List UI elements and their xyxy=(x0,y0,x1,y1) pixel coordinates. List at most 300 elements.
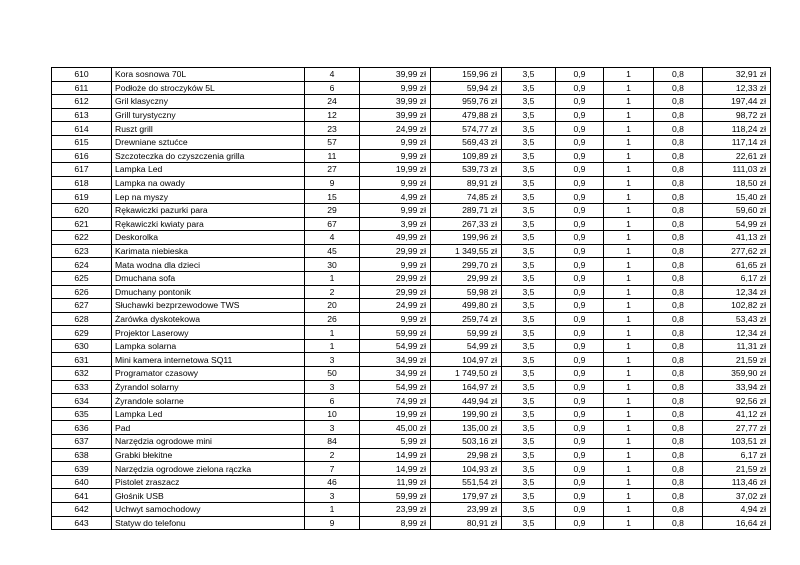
factor-a-cell[interactable]: 3,5 xyxy=(502,475,556,489)
factor-c-cell[interactable]: 1 xyxy=(604,163,654,177)
row-number-cell[interactable]: 610 xyxy=(52,68,112,82)
factor-b-cell[interactable]: 0,9 xyxy=(556,163,604,177)
unit-price-cell[interactable]: 59,99 zł xyxy=(360,326,431,340)
row-number-cell[interactable]: 620 xyxy=(52,203,112,217)
quantity-cell[interactable]: 23 xyxy=(305,122,360,136)
quantity-cell[interactable]: 1 xyxy=(305,271,360,285)
quantity-cell[interactable]: 1 xyxy=(305,326,360,340)
unit-price-cell[interactable]: 54,99 zł xyxy=(360,339,431,353)
total-price-cell[interactable]: 80,91 zł xyxy=(431,516,502,530)
factor-b-cell[interactable]: 0,9 xyxy=(556,149,604,163)
factor-b-cell[interactable]: 0,9 xyxy=(556,394,604,408)
factor-d-cell[interactable]: 0,8 xyxy=(654,149,703,163)
factor-d-cell[interactable]: 0,8 xyxy=(654,380,703,394)
quantity-cell[interactable]: 67 xyxy=(305,217,360,231)
quantity-cell[interactable]: 2 xyxy=(305,285,360,299)
unit-price-cell[interactable]: 59,99 zł xyxy=(360,489,431,503)
result-cell[interactable]: 41,13 zł xyxy=(703,231,771,245)
total-price-cell[interactable]: 135,00 zł xyxy=(431,421,502,435)
total-price-cell[interactable]: 449,94 zł xyxy=(431,394,502,408)
factor-c-cell[interactable]: 1 xyxy=(604,299,654,313)
factor-d-cell[interactable]: 0,8 xyxy=(654,448,703,462)
unit-price-cell[interactable]: 9,99 zł xyxy=(360,258,431,272)
factor-a-cell[interactable]: 3,5 xyxy=(502,407,556,421)
product-name-cell[interactable]: Pistolet zraszacz xyxy=(112,475,305,489)
factor-c-cell[interactable]: 1 xyxy=(604,503,654,517)
quantity-cell[interactable]: 29 xyxy=(305,203,360,217)
row-number-cell[interactable]: 641 xyxy=(52,489,112,503)
result-cell[interactable]: 197,44 zł xyxy=(703,95,771,109)
factor-d-cell[interactable]: 0,8 xyxy=(654,475,703,489)
factor-d-cell[interactable]: 0,8 xyxy=(654,407,703,421)
row-number-cell[interactable]: 636 xyxy=(52,421,112,435)
factor-a-cell[interactable]: 3,5 xyxy=(502,95,556,109)
factor-d-cell[interactable]: 0,8 xyxy=(654,353,703,367)
factor-d-cell[interactable]: 0,8 xyxy=(654,135,703,149)
quantity-cell[interactable]: 6 xyxy=(305,81,360,95)
factor-a-cell[interactable]: 3,5 xyxy=(502,271,556,285)
total-price-cell[interactable]: 1 349,55 zł xyxy=(431,244,502,258)
unit-price-cell[interactable]: 9,99 zł xyxy=(360,312,431,326)
factor-c-cell[interactable]: 1 xyxy=(604,217,654,231)
factor-a-cell[interactable]: 3,5 xyxy=(502,81,556,95)
total-price-cell[interactable]: 54,99 zł xyxy=(431,339,502,353)
unit-price-cell[interactable]: 39,99 zł xyxy=(360,68,431,82)
row-number-cell[interactable]: 613 xyxy=(52,108,112,122)
total-price-cell[interactable]: 23,99 zł xyxy=(431,503,502,517)
factor-d-cell[interactable]: 0,8 xyxy=(654,108,703,122)
quantity-cell[interactable]: 3 xyxy=(305,421,360,435)
result-cell[interactable]: 102,82 zł xyxy=(703,299,771,313)
unit-price-cell[interactable]: 9,99 zł xyxy=(360,176,431,190)
factor-b-cell[interactable]: 0,9 xyxy=(556,380,604,394)
row-number-cell[interactable]: 626 xyxy=(52,285,112,299)
total-price-cell[interactable]: 109,89 zł xyxy=(431,149,502,163)
row-number-cell[interactable]: 638 xyxy=(52,448,112,462)
total-price-cell[interactable]: 503,16 zł xyxy=(431,435,502,449)
factor-a-cell[interactable]: 3,5 xyxy=(502,503,556,517)
factor-d-cell[interactable]: 0,8 xyxy=(654,394,703,408)
factor-a-cell[interactable]: 3,5 xyxy=(502,258,556,272)
total-price-cell[interactable]: 59,99 zł xyxy=(431,326,502,340)
factor-b-cell[interactable]: 0,9 xyxy=(556,217,604,231)
row-number-cell[interactable]: 637 xyxy=(52,435,112,449)
unit-price-cell[interactable]: 9,99 zł xyxy=(360,135,431,149)
quantity-cell[interactable]: 50 xyxy=(305,367,360,381)
product-name-cell[interactable]: Gril klasyczny xyxy=(112,95,305,109)
quantity-cell[interactable]: 4 xyxy=(305,68,360,82)
factor-b-cell[interactable]: 0,9 xyxy=(556,475,604,489)
product-name-cell[interactable]: Głośnik USB xyxy=(112,489,305,503)
row-number-cell[interactable]: 630 xyxy=(52,339,112,353)
factor-c-cell[interactable]: 1 xyxy=(604,190,654,204)
row-number-cell[interactable]: 616 xyxy=(52,149,112,163)
product-name-cell[interactable]: Rękawiczki kwiaty para xyxy=(112,217,305,231)
factor-a-cell[interactable]: 3,5 xyxy=(502,203,556,217)
total-price-cell[interactable]: 104,97 zł xyxy=(431,353,502,367)
total-price-cell[interactable]: 59,98 zł xyxy=(431,285,502,299)
factor-a-cell[interactable]: 3,5 xyxy=(502,394,556,408)
factor-c-cell[interactable]: 1 xyxy=(604,326,654,340)
factor-c-cell[interactable]: 1 xyxy=(604,475,654,489)
factor-b-cell[interactable]: 0,9 xyxy=(556,448,604,462)
factor-d-cell[interactable]: 0,8 xyxy=(654,285,703,299)
result-cell[interactable]: 11,31 zł xyxy=(703,339,771,353)
product-name-cell[interactable]: Żyrandol solarny xyxy=(112,380,305,394)
factor-c-cell[interactable]: 1 xyxy=(604,81,654,95)
factor-b-cell[interactable]: 0,9 xyxy=(556,339,604,353)
total-price-cell[interactable]: 479,88 zł xyxy=(431,108,502,122)
factor-a-cell[interactable]: 3,5 xyxy=(502,122,556,136)
product-name-cell[interactable]: Grabki błekitne xyxy=(112,448,305,462)
product-name-cell[interactable]: Karimata niebieska xyxy=(112,244,305,258)
unit-price-cell[interactable]: 54,99 zł xyxy=(360,380,431,394)
product-name-cell[interactable]: Pad xyxy=(112,421,305,435)
factor-a-cell[interactable]: 3,5 xyxy=(502,462,556,476)
quantity-cell[interactable]: 27 xyxy=(305,163,360,177)
quantity-cell[interactable]: 45 xyxy=(305,244,360,258)
factor-b-cell[interactable]: 0,9 xyxy=(556,95,604,109)
factor-a-cell[interactable]: 3,5 xyxy=(502,299,556,313)
factor-a-cell[interactable]: 3,5 xyxy=(502,68,556,82)
result-cell[interactable]: 6,17 zł xyxy=(703,448,771,462)
factor-b-cell[interactable]: 0,9 xyxy=(556,326,604,340)
product-name-cell[interactable]: Kora sosnowa 70L xyxy=(112,68,305,82)
row-number-cell[interactable]: 623 xyxy=(52,244,112,258)
unit-price-cell[interactable]: 23,99 zł xyxy=(360,503,431,517)
result-cell[interactable]: 12,34 zł xyxy=(703,326,771,340)
factor-d-cell[interactable]: 0,8 xyxy=(654,271,703,285)
total-price-cell[interactable]: 574,77 zł xyxy=(431,122,502,136)
row-number-cell[interactable]: 640 xyxy=(52,475,112,489)
product-name-cell[interactable]: Dmuchany pontonik xyxy=(112,285,305,299)
result-cell[interactable]: 53,43 zł xyxy=(703,312,771,326)
factor-d-cell[interactable]: 0,8 xyxy=(654,326,703,340)
factor-d-cell[interactable]: 0,8 xyxy=(654,339,703,353)
result-cell[interactable]: 32,91 zł xyxy=(703,68,771,82)
quantity-cell[interactable]: 20 xyxy=(305,299,360,313)
unit-price-cell[interactable]: 29,99 zł xyxy=(360,244,431,258)
factor-a-cell[interactable]: 3,5 xyxy=(502,108,556,122)
row-number-cell[interactable]: 618 xyxy=(52,176,112,190)
factor-b-cell[interactable]: 0,9 xyxy=(556,68,604,82)
quantity-cell[interactable]: 7 xyxy=(305,462,360,476)
factor-b-cell[interactable]: 0,9 xyxy=(556,435,604,449)
unit-price-cell[interactable]: 5,99 zł xyxy=(360,435,431,449)
quantity-cell[interactable]: 84 xyxy=(305,435,360,449)
unit-price-cell[interactable]: 9,99 zł xyxy=(360,81,431,95)
factor-d-cell[interactable]: 0,8 xyxy=(654,190,703,204)
factor-b-cell[interactable]: 0,9 xyxy=(556,353,604,367)
factor-c-cell[interactable]: 1 xyxy=(604,122,654,136)
factor-b-cell[interactable]: 0,9 xyxy=(556,231,604,245)
factor-c-cell[interactable]: 1 xyxy=(604,394,654,408)
factor-a-cell[interactable]: 3,5 xyxy=(502,231,556,245)
factor-a-cell[interactable]: 3,5 xyxy=(502,149,556,163)
factor-d-cell[interactable]: 0,8 xyxy=(654,421,703,435)
factor-d-cell[interactable]: 0,8 xyxy=(654,312,703,326)
result-cell[interactable]: 15,40 zł xyxy=(703,190,771,204)
result-cell[interactable]: 33,94 zł xyxy=(703,380,771,394)
total-price-cell[interactable]: 29,98 zł xyxy=(431,448,502,462)
factor-a-cell[interactable]: 3,5 xyxy=(502,339,556,353)
product-name-cell[interactable]: Lep na myszy xyxy=(112,190,305,204)
quantity-cell[interactable]: 11 xyxy=(305,149,360,163)
total-price-cell[interactable]: 199,96 zł xyxy=(431,231,502,245)
row-number-cell[interactable]: 633 xyxy=(52,380,112,394)
factor-d-cell[interactable]: 0,8 xyxy=(654,244,703,258)
factor-b-cell[interactable]: 0,9 xyxy=(556,367,604,381)
factor-a-cell[interactable]: 3,5 xyxy=(502,326,556,340)
quantity-cell[interactable]: 46 xyxy=(305,475,360,489)
product-name-cell[interactable]: Ruszt grill xyxy=(112,122,305,136)
factor-c-cell[interactable]: 1 xyxy=(604,271,654,285)
product-name-cell[interactable]: Programator czasowy xyxy=(112,367,305,381)
factor-d-cell[interactable]: 0,8 xyxy=(654,231,703,245)
total-price-cell[interactable]: 29,99 zł xyxy=(431,271,502,285)
total-price-cell[interactable]: 551,54 zł xyxy=(431,475,502,489)
factor-a-cell[interactable]: 3,5 xyxy=(502,435,556,449)
factor-c-cell[interactable]: 1 xyxy=(604,285,654,299)
row-number-cell[interactable]: 631 xyxy=(52,353,112,367)
factor-d-cell[interactable]: 0,8 xyxy=(654,122,703,136)
factor-b-cell[interactable]: 0,9 xyxy=(556,285,604,299)
unit-price-cell[interactable]: 9,99 zł xyxy=(360,149,431,163)
factor-b-cell[interactable]: 0,9 xyxy=(556,421,604,435)
factor-a-cell[interactable]: 3,5 xyxy=(502,353,556,367)
quantity-cell[interactable]: 57 xyxy=(305,135,360,149)
factor-d-cell[interactable]: 0,8 xyxy=(654,203,703,217)
row-number-cell[interactable]: 621 xyxy=(52,217,112,231)
factor-b-cell[interactable]: 0,9 xyxy=(556,516,604,530)
factor-b-cell[interactable]: 0,9 xyxy=(556,176,604,190)
factor-c-cell[interactable]: 1 xyxy=(604,244,654,258)
factor-c-cell[interactable]: 1 xyxy=(604,407,654,421)
product-name-cell[interactable]: Uchwyt samochodowy xyxy=(112,503,305,517)
total-price-cell[interactable]: 1 749,50 zł xyxy=(431,367,502,381)
factor-c-cell[interactable]: 1 xyxy=(604,203,654,217)
factor-a-cell[interactable]: 3,5 xyxy=(502,367,556,381)
factor-d-cell[interactable]: 0,8 xyxy=(654,435,703,449)
factor-b-cell[interactable]: 0,9 xyxy=(556,271,604,285)
product-name-cell[interactable]: Drewniane sztućce xyxy=(112,135,305,149)
product-name-cell[interactable]: Rękawiczki pazurki para xyxy=(112,203,305,217)
product-name-cell[interactable]: Narzędzia ogrodowe zielona rączka xyxy=(112,462,305,476)
total-price-cell[interactable]: 59,94 zł xyxy=(431,81,502,95)
row-number-cell[interactable]: 614 xyxy=(52,122,112,136)
factor-c-cell[interactable]: 1 xyxy=(604,353,654,367)
factor-b-cell[interactable]: 0,9 xyxy=(556,312,604,326)
result-cell[interactable]: 117,14 zł xyxy=(703,135,771,149)
factor-a-cell[interactable]: 3,5 xyxy=(502,244,556,258)
factor-b-cell[interactable]: 0,9 xyxy=(556,503,604,517)
factor-c-cell[interactable]: 1 xyxy=(604,421,654,435)
result-cell[interactable]: 54,99 zł xyxy=(703,217,771,231)
factor-b-cell[interactable]: 0,9 xyxy=(556,489,604,503)
total-price-cell[interactable]: 267,33 zł xyxy=(431,217,502,231)
quantity-cell[interactable]: 4 xyxy=(305,231,360,245)
result-cell[interactable]: 359,90 zł xyxy=(703,367,771,381)
factor-b-cell[interactable]: 0,9 xyxy=(556,135,604,149)
factor-c-cell[interactable]: 1 xyxy=(604,95,654,109)
unit-price-cell[interactable]: 34,99 zł xyxy=(360,353,431,367)
total-price-cell[interactable]: 569,43 zł xyxy=(431,135,502,149)
quantity-cell[interactable]: 15 xyxy=(305,190,360,204)
total-price-cell[interactable]: 74,85 zł xyxy=(431,190,502,204)
factor-c-cell[interactable]: 1 xyxy=(604,462,654,476)
product-name-cell[interactable]: Statyw do telefonu xyxy=(112,516,305,530)
result-cell[interactable]: 41,12 zł xyxy=(703,407,771,421)
factor-c-cell[interactable]: 1 xyxy=(604,489,654,503)
factor-a-cell[interactable]: 3,5 xyxy=(502,163,556,177)
factor-d-cell[interactable]: 0,8 xyxy=(654,503,703,517)
unit-price-cell[interactable]: 8,99 zł xyxy=(360,516,431,530)
result-cell[interactable]: 113,46 zł xyxy=(703,475,771,489)
factor-b-cell[interactable]: 0,9 xyxy=(556,462,604,476)
row-number-cell[interactable]: 639 xyxy=(52,462,112,476)
product-name-cell[interactable]: Słuchawki bezprzewodowe TWS xyxy=(112,299,305,313)
product-name-cell[interactable]: Mata wodna dla dzieci xyxy=(112,258,305,272)
row-number-cell[interactable]: 615 xyxy=(52,135,112,149)
result-cell[interactable]: 27,77 zł xyxy=(703,421,771,435)
unit-price-cell[interactable]: 29,99 zł xyxy=(360,285,431,299)
row-number-cell[interactable]: 611 xyxy=(52,81,112,95)
unit-price-cell[interactable]: 4,99 zł xyxy=(360,190,431,204)
row-number-cell[interactable]: 624 xyxy=(52,258,112,272)
unit-price-cell[interactable]: 9,99 zł xyxy=(360,203,431,217)
factor-d-cell[interactable]: 0,8 xyxy=(654,81,703,95)
factor-a-cell[interactable]: 3,5 xyxy=(502,312,556,326)
factor-d-cell[interactable]: 0,8 xyxy=(654,516,703,530)
result-cell[interactable]: 18,50 zł xyxy=(703,176,771,190)
quantity-cell[interactable]: 6 xyxy=(305,394,360,408)
factor-d-cell[interactable]: 0,8 xyxy=(654,367,703,381)
product-name-cell[interactable]: Grill turystyczny xyxy=(112,108,305,122)
factor-c-cell[interactable]: 1 xyxy=(604,435,654,449)
product-name-cell[interactable]: Szczoteczka do czyszczenia grilla xyxy=(112,149,305,163)
row-number-cell[interactable]: 643 xyxy=(52,516,112,530)
product-name-cell[interactable]: Lampka Led xyxy=(112,407,305,421)
unit-price-cell[interactable]: 39,99 zł xyxy=(360,108,431,122)
quantity-cell[interactable]: 2 xyxy=(305,448,360,462)
row-number-cell[interactable]: 612 xyxy=(52,95,112,109)
product-name-cell[interactable]: Lampka Led xyxy=(112,163,305,177)
row-number-cell[interactable]: 635 xyxy=(52,407,112,421)
total-price-cell[interactable]: 89,91 zł xyxy=(431,176,502,190)
row-number-cell[interactable]: 619 xyxy=(52,190,112,204)
product-name-cell[interactable]: Deskorolka xyxy=(112,231,305,245)
factor-d-cell[interactable]: 0,8 xyxy=(654,258,703,272)
result-cell[interactable]: 111,03 zł xyxy=(703,163,771,177)
row-number-cell[interactable]: 634 xyxy=(52,394,112,408)
total-price-cell[interactable]: 199,90 zł xyxy=(431,407,502,421)
row-number-cell[interactable]: 632 xyxy=(52,367,112,381)
factor-d-cell[interactable]: 0,8 xyxy=(654,95,703,109)
factor-c-cell[interactable]: 1 xyxy=(604,231,654,245)
factor-a-cell[interactable]: 3,5 xyxy=(502,421,556,435)
result-cell[interactable]: 59,60 zł xyxy=(703,203,771,217)
total-price-cell[interactable]: 289,71 zł xyxy=(431,203,502,217)
result-cell[interactable]: 16,64 zł xyxy=(703,516,771,530)
factor-c-cell[interactable]: 1 xyxy=(604,258,654,272)
unit-price-cell[interactable]: 74,99 zł xyxy=(360,394,431,408)
quantity-cell[interactable]: 3 xyxy=(305,489,360,503)
factor-b-cell[interactable]: 0,9 xyxy=(556,122,604,136)
unit-price-cell[interactable]: 14,99 zł xyxy=(360,462,431,476)
unit-price-cell[interactable]: 3,99 zł xyxy=(360,217,431,231)
total-price-cell[interactable]: 539,73 zł xyxy=(431,163,502,177)
unit-price-cell[interactable]: 24,99 zł xyxy=(360,122,431,136)
factor-c-cell[interactable]: 1 xyxy=(604,176,654,190)
unit-price-cell[interactable]: 34,99 zł xyxy=(360,367,431,381)
result-cell[interactable]: 6,17 zł xyxy=(703,271,771,285)
product-name-cell[interactable]: Podłoże do stroczyków 5L xyxy=(112,81,305,95)
factor-c-cell[interactable]: 1 xyxy=(604,149,654,163)
quantity-cell[interactable]: 1 xyxy=(305,339,360,353)
factor-c-cell[interactable]: 1 xyxy=(604,516,654,530)
unit-price-cell[interactable]: 49,99 zł xyxy=(360,231,431,245)
quantity-cell[interactable]: 26 xyxy=(305,312,360,326)
result-cell[interactable]: 12,34 zł xyxy=(703,285,771,299)
total-price-cell[interactable]: 259,74 zł xyxy=(431,312,502,326)
result-cell[interactable]: 92,56 zł xyxy=(703,394,771,408)
factor-a-cell[interactable]: 3,5 xyxy=(502,380,556,394)
factor-a-cell[interactable]: 3,5 xyxy=(502,448,556,462)
result-cell[interactable]: 277,62 zł xyxy=(703,244,771,258)
total-price-cell[interactable]: 164,97 zł xyxy=(431,380,502,394)
factor-a-cell[interactable]: 3,5 xyxy=(502,516,556,530)
factor-a-cell[interactable]: 3,5 xyxy=(502,176,556,190)
factor-a-cell[interactable]: 3,5 xyxy=(502,217,556,231)
product-name-cell[interactable]: Żarówka dyskotekowa xyxy=(112,312,305,326)
row-number-cell[interactable]: 629 xyxy=(52,326,112,340)
unit-price-cell[interactable]: 11,99 zł xyxy=(360,475,431,489)
result-cell[interactable]: 22,61 zł xyxy=(703,149,771,163)
result-cell[interactable]: 21,59 zł xyxy=(703,353,771,367)
result-cell[interactable]: 61,65 zł xyxy=(703,258,771,272)
factor-c-cell[interactable]: 1 xyxy=(604,448,654,462)
result-cell[interactable]: 118,24 zł xyxy=(703,122,771,136)
factor-c-cell[interactable]: 1 xyxy=(604,380,654,394)
row-number-cell[interactable]: 628 xyxy=(52,312,112,326)
result-cell[interactable]: 98,72 zł xyxy=(703,108,771,122)
result-cell[interactable]: 4,94 zł xyxy=(703,503,771,517)
factor-a-cell[interactable]: 3,5 xyxy=(502,285,556,299)
quantity-cell[interactable]: 12 xyxy=(305,108,360,122)
result-cell[interactable]: 12,33 zł xyxy=(703,81,771,95)
factor-d-cell[interactable]: 0,8 xyxy=(654,489,703,503)
unit-price-cell[interactable]: 19,99 zł xyxy=(360,163,431,177)
factor-d-cell[interactable]: 0,8 xyxy=(654,462,703,476)
factor-c-cell[interactable]: 1 xyxy=(604,68,654,82)
row-number-cell[interactable]: 627 xyxy=(52,299,112,313)
factor-b-cell[interactable]: 0,9 xyxy=(556,258,604,272)
quantity-cell[interactable]: 9 xyxy=(305,176,360,190)
factor-b-cell[interactable]: 0,9 xyxy=(556,81,604,95)
factor-a-cell[interactable]: 3,5 xyxy=(502,190,556,204)
row-number-cell[interactable]: 617 xyxy=(52,163,112,177)
unit-price-cell[interactable]: 45,00 zł xyxy=(360,421,431,435)
total-price-cell[interactable]: 299,70 zł xyxy=(431,258,502,272)
factor-d-cell[interactable]: 0,8 xyxy=(654,299,703,313)
factor-b-cell[interactable]: 0,9 xyxy=(556,244,604,258)
quantity-cell[interactable]: 3 xyxy=(305,353,360,367)
factor-c-cell[interactable]: 1 xyxy=(604,339,654,353)
factor-c-cell[interactable]: 1 xyxy=(604,108,654,122)
factor-a-cell[interactable]: 3,5 xyxy=(502,489,556,503)
factor-b-cell[interactable]: 0,9 xyxy=(556,108,604,122)
product-name-cell[interactable]: Lampka na owady xyxy=(112,176,305,190)
